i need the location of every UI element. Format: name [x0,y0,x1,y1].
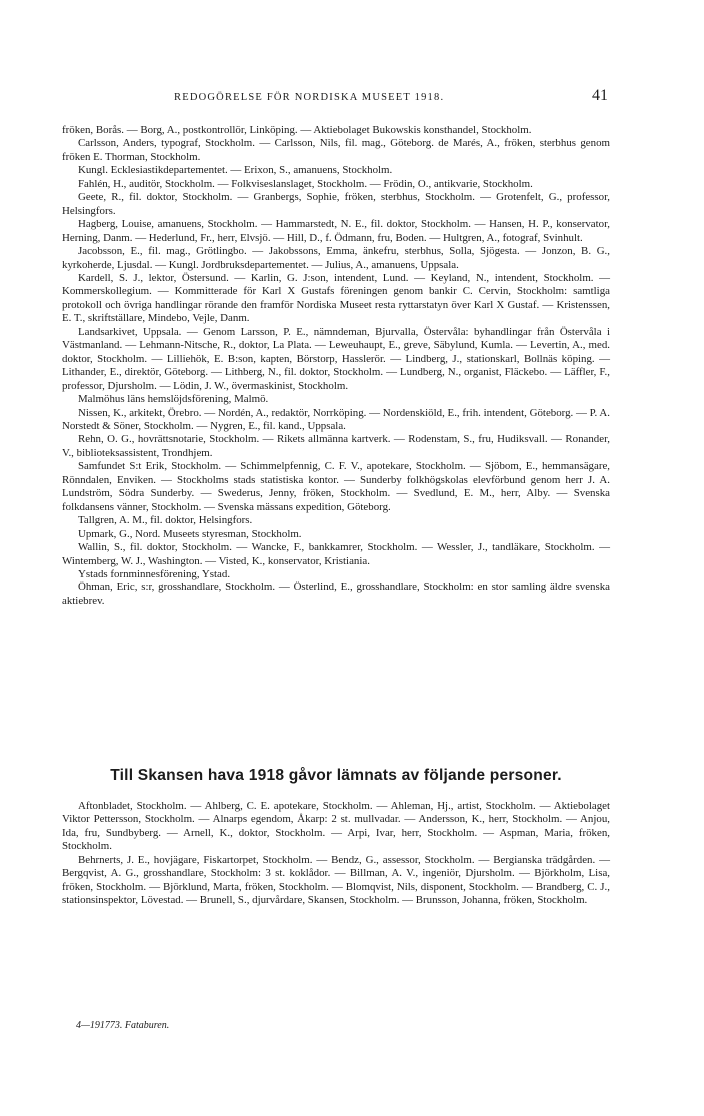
donor-paragraph: Fahlén, H., auditör, Stockholm. — Folkviseslanslaget, Stockholm. — Frödin, O., antikvarie, Stockholm. [78,177,533,190]
page-header [62,87,608,111]
donor-paragraph: Landsarkivet, Uppsala. — Genom Larsson, P. E., nämndeman, Bjurvalla, Östervåla: byhandlingar från Östervåla i Västmanland. — Lehmann-Nitsche, R., doktor, La Plata. — Leweuhaupt, E., greve, Säbylund, Kumla. — Levertin, A., med. doktor, Stockholm. — Lilliehök, E. B:son, kapten, Börstorp, Hasslerör. — Lindberg, J., stationskarl, Bollnäs köping. — Lithander, E., direktör, Göteborg. — Lithberg, N., fil. doktor, Stockholm. — Lundberg, N., organist, Fläckebo. — Läffler, F., professor, Djursholm. — Lödin, J. W., övermaskinist, Stockholm. [62,325,610,392]
running-head: REDOGÖRELSE FÖR NORDISKA MUSEET 1918. [174,92,445,103]
donor-list-museum [62,124,610,608]
donor-paragraph: Nissen, K., arkitekt, Örebro. — Nordén, A., redaktör, Norrköping. — Nordenskiöld, E., frih. intendent, Göteborg. — P. A. Norstedt & Söner, Stockholm. — Nygren, E., fil. kand., Uppsala. [62,406,610,432]
donor-paragraph: Aftonbladet, Stockholm. — Ahlberg, C. E. apotekare, Stockholm. — Ahleman, Hj., artist, Stockholm. — Aktiebolaget Viktor Pettersson, Stockholm. — Alnarps egendom, Åkarp: 2 st. mullvadar. — Andersson, K., herr, Stockholm. — Anjou, Ida, fru, Sundbyberg. — Arnell, K., doktor, Stockholm. — Arpi, Ivar, herr, Stockholm. — Aspman, Maria, fröken, Stockholm. [62,800,610,853]
donor-paragraph: Malmöhus läns hemslöjdsförening, Malmö. [78,393,269,406]
page-number: 41 [592,87,608,104]
donor-paragraph: Behrnerts, J. E., hovjägare, Fiskartorpet, Stockholm. — Bendz, G., assessor, Stockholm. — Bergianska trädgården. — Bergqvist, A. G., grosshandlare, Stockholm: 3 st. koklådor. — Billman, A. V., ingeniör, Djursholm. — Björkholm, Lisa, fröken, Stockholm. — Björklund, Marta, fröken, Stockholm. — Blomqvist, Nils, disponent, Stockholm. — Brandberg, C. J., stationsinspektor, Lövestad. — Brunell, S., djurvårdare, Skansen, Stockholm. — Brunsson, Johanna, fröken, Stockholm. [62,853,610,907]
donor-paragraph: fröken, Borås. — Borg, A., postkontrollör, Linköping. — Aktiebolaget Bukowskis konsthandel, Stockholm. [62,124,532,136]
donor-paragraph: Geete, R., fil. doktor, Stockholm. — Granbergs, Sophie, fröken, sterbhus, Stockholm. — Grotenfelt, G., professor, Helsingfors. [62,191,610,217]
donor-paragraph: Ystads fornminnesförening, Ystad. [78,567,231,580]
donor-paragraph: Carlsson, Anders, typograf, Stockholm. — Carlsson, Nils, fil. mag., Göteborg. de Marés, A., fröken, sterbhus genom fröken E. Thorman, Stockholm. [62,137,610,163]
donor-paragraph: Kungl. Ecklesiastikdepartementet. — Erixon, S., amanuens, Stockholm. [78,164,393,177]
donor-paragraph: Wallin, S., fil. doktor, Stockholm. — Wancke, F., bankkamrer, Stockholm. — Wessler, J., tandläkare, Stockholm. — Wintemberg, W. J., Washington. — Visted, K., konservator, Kristiania. [62,541,610,567]
donor-paragraph: Upmark, G., Nord. Museets styresman, Stockholm. [78,527,302,540]
donor-paragraph: Jacobsson, E., fil. mag., Grötlingbo. — Jakobssons, Emma, änkefru, sterbhus, Solla, Sjögesta. — Jonzon, B. G., kyrkoherde, Ljusdal. — Kungl. Jordbruksdepartementet. — Julius, A., amanuens, Uppsala. [62,245,610,271]
donor-paragraph: Samfundet S:t Erik, Stockholm. — Schimmelpfennig, C. F. V., apotekare, Stockholm. — Sjöbom, E., hemmansägare, Rönndalen, Enviken. — Stockholms stads statistiska kontor. — Sunderby folkhögskolas elevförbund genom herr J. A. Lundström, Södra Sunderby. — Swederus, Jenny, fröken, Stockholm. — Svedlund, E. M., herr, Alby. — Svenska folkdansens vänner, Stockholm. — Svenska mässans expedition, Göteborg. [62,460,610,513]
section-heading-skansen: Till Skansen hava 1918 gåvor lämnats av följande personer. [110,767,562,784]
donor-list-skansen [62,800,610,908]
donor-paragraph: Öhman, Eric, s:r, grosshandlare, Stockholm. — Österlind, E., grosshandlare, Stockholm: en stor samling äldre svenska aktiebrev. [62,581,610,607]
donor-paragraph: Rehn, O. G., hovrättsnotarie, Stockholm. — Rikets allmänna kartverk. — Rodenstam, S., fru, Hudiksvall. — Ronander, V., biblioteksassistent, Trondhjem. [62,433,610,459]
donor-paragraph: Tallgren, A. M., fil. doktor, Helsingfors. [78,514,253,527]
page-footer-signature: 4—191773. Fataburen. [76,1020,170,1031]
donor-paragraph: Kardell, S. J., lektor, Östersund. — Karlin, G. J:son, intendent, Lund. — Keyland, N., intendent, Stockholm. — Kommerskollegium. — Kommitterade för Karl X Gustafs föreningen genom bankir C. Cervin, Stockholm: samtliga protokoll och övriga handlingar rörande den framför Nordiska Museet resta ryttarstatyn över Karl X Gustaf. — Kristenssen, E. T., skriftställare, Mindebo, Vejle, Danm. [62,271,610,325]
donor-paragraph: Hagberg, Louise, amanuens, Stockholm. — Hammarstedt, N. E., fil. doktor, Stockholm. — Hansen, H. P., konservator, Herning, Danm. — Hederlund, Fr., herr, Elvsjö. — Hill, D., f. Ödmann, fru, Boden. — Hultgren, A., fotograf, Svinhult. [62,218,610,244]
